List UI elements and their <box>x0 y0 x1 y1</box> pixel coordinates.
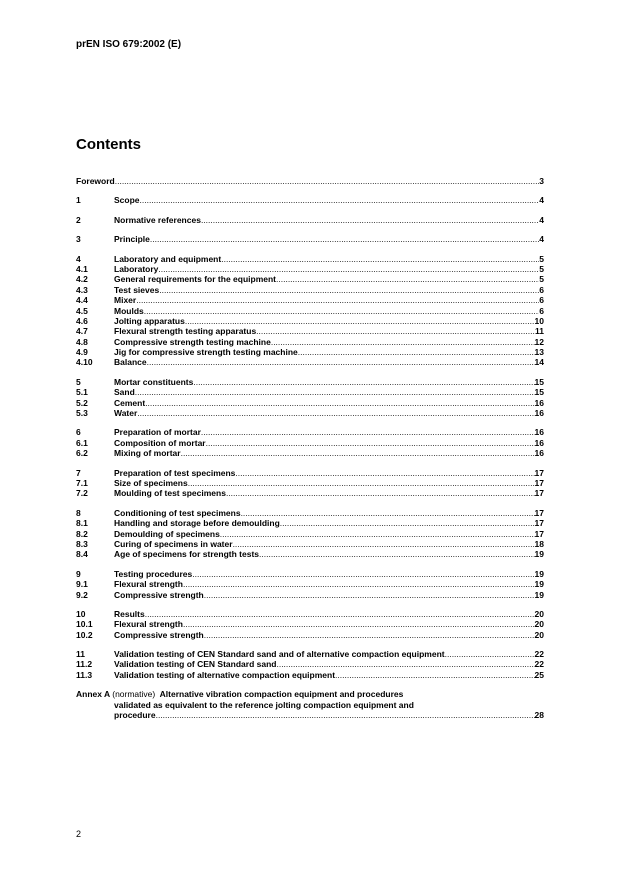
toc-entry-page: 19 <box>534 568 544 579</box>
toc-entry-page: 15 <box>534 376 544 387</box>
toc-entry-page: 6 <box>539 305 544 316</box>
toc-entry-title: Compressive strength <box>114 629 204 640</box>
toc-entry-title: Moulding of test specimens <box>114 488 226 499</box>
toc-entry-page: 14 <box>534 357 544 368</box>
toc-entry-number: 7.1 <box>76 477 88 488</box>
toc-entry-page: 17 <box>534 488 544 499</box>
dot-leader <box>220 529 535 539</box>
toc-entry-number: 9.2 <box>76 589 88 600</box>
dot-leader <box>158 264 539 274</box>
toc-entry-number: 4.4 <box>76 295 88 306</box>
toc-entry-number: 8.4 <box>76 549 88 560</box>
toc-entry-title: Mortar constituents <box>114 376 194 387</box>
toc-entry-page: 19 <box>534 579 544 590</box>
toc-entry-page: 4 <box>539 214 544 225</box>
toc-entry-title: Jig for compressive strength testing machine <box>114 347 298 358</box>
toc-entry-title: Laboratory <box>114 263 159 274</box>
toc-entry-number: 10.2 <box>76 629 93 640</box>
toc-entry-number: 9 <box>76 568 81 579</box>
toc-entry[interactable] <box>76 234 544 244</box>
page-title: Contents <box>76 136 141 153</box>
annex-title-line3: procedure <box>114 710 156 721</box>
toc-entry-page: 20 <box>534 629 544 640</box>
toc-entry-title: Conditioning of test specimens <box>114 507 241 518</box>
dot-leader <box>201 215 539 225</box>
dot-leader <box>259 549 535 559</box>
toc-entry-page: 11 <box>535 326 544 337</box>
toc-entry-page: 5 <box>539 263 544 274</box>
dot-leader <box>193 377 534 387</box>
dot-leader <box>188 478 535 488</box>
toc-entry-title: Flexural strength <box>114 579 183 590</box>
dot-leader <box>276 274 539 284</box>
toc-entry-page: 22 <box>534 659 544 670</box>
toc-entry[interactable] <box>76 619 544 629</box>
dot-leader <box>150 234 539 244</box>
toc-entry-page: 16 <box>534 427 544 438</box>
toc-entry-number: 4.9 <box>76 347 88 358</box>
toc-entry-page: 16 <box>534 437 544 448</box>
toc-entry[interactable] <box>76 377 544 387</box>
dot-leader <box>201 427 535 437</box>
toc-entry-number: 4 <box>76 253 81 264</box>
toc-entry-number: 4.5 <box>76 305 88 316</box>
toc-entry-page: 19 <box>534 549 544 560</box>
toc-entry-number: 4.3 <box>76 284 88 295</box>
toc-entry-page: 18 <box>534 538 544 549</box>
toc-entry-title: Flexural strength testing apparatus <box>114 326 257 337</box>
dot-leader <box>235 468 534 478</box>
toc-entry-title: Compressive strength testing machine <box>114 336 271 347</box>
toc-entry-number: 5 <box>76 376 81 387</box>
toc-entry[interactable] <box>76 630 544 640</box>
toc-entry[interactable] <box>76 468 544 478</box>
toc-entry-page: 4 <box>539 195 544 206</box>
toc-entry-number: 4.10 <box>76 357 93 368</box>
toc-entry-number: 6.2 <box>76 448 88 459</box>
toc-entry[interactable] <box>76 306 544 316</box>
toc-entry-title: Scope <box>114 195 140 206</box>
toc-entry[interactable] <box>76 357 544 367</box>
toc-entry-number: 11 <box>76 649 85 660</box>
toc-entry-title: Balance <box>114 357 147 368</box>
toc-entry[interactable] <box>76 448 544 458</box>
toc-entry-title: Handling and storage before demoulding <box>114 518 280 529</box>
toc-entry[interactable] <box>76 579 544 589</box>
dot-leader <box>226 488 535 498</box>
toc-entry-title: General requirements for the equipment <box>114 274 277 285</box>
dot-leader <box>221 254 539 264</box>
toc-entry-title: Preparation of test specimens <box>114 467 236 478</box>
toc-entry[interactable] <box>76 347 544 357</box>
toc-entry-number: 9.1 <box>76 579 88 590</box>
toc-entry[interactable] <box>76 295 544 305</box>
toc-entry-number: 11.3 <box>76 669 93 680</box>
toc-entry-number: 4.6 <box>76 315 88 326</box>
toc-entry-title: Age of specimens for strength tests <box>114 549 260 560</box>
toc-entry-number: 5.2 <box>76 397 88 408</box>
toc-entry-title: Mixing of mortar <box>114 448 181 459</box>
dot-leader <box>185 316 535 326</box>
toc-entry-number: 8 <box>76 507 81 518</box>
toc-entry-page: 15 <box>534 387 544 398</box>
toc-entry-title: Validation testing of alternative compaction equipment <box>114 669 336 680</box>
toc-entry-number: 5.1 <box>76 387 88 398</box>
dot-leader <box>335 670 534 680</box>
toc-entry[interactable] <box>76 569 544 579</box>
dot-leader <box>280 518 535 528</box>
toc-entry[interactable] <box>76 427 544 437</box>
toc-entry-title: Jolting apparatus <box>114 315 185 326</box>
toc-entry-number: 4.2 <box>76 274 88 285</box>
toc-entry[interactable] <box>76 539 544 549</box>
toc-entry-page: 10 <box>534 315 544 326</box>
toc-entry-number: 8.2 <box>76 528 88 539</box>
toc-entry-number: 7.2 <box>76 488 88 499</box>
toc-entry[interactable] <box>76 670 544 680</box>
toc-entry-page: 13 <box>534 347 544 358</box>
toc-entry-title: Water <box>114 408 138 419</box>
toc-entry[interactable] <box>76 195 544 205</box>
toc-entry-page: 19 <box>534 589 544 600</box>
toc-entry-title: Size of specimens <box>114 477 188 488</box>
toc-entry[interactable] <box>76 285 544 295</box>
toc-entry-number: 8.3 <box>76 538 88 549</box>
toc-entry-title: Flexural strength <box>114 619 183 630</box>
toc-entry[interactable] <box>76 438 544 448</box>
toc-entry-number: 4.1 <box>76 263 88 274</box>
toc-entry-page: 25 <box>534 669 544 680</box>
toc-entry-page: 17 <box>534 507 544 518</box>
toc-entry[interactable] <box>76 176 544 186</box>
annex-label: Annex A <box>76 689 110 700</box>
toc-entry-page: 6 <box>539 295 544 306</box>
table-of-contents <box>76 176 544 720</box>
dot-leader <box>159 285 539 295</box>
toc-entry-title: Composition of mortar <box>114 437 206 448</box>
dot-leader <box>145 398 534 408</box>
toc-entry-number: 3 <box>76 234 81 245</box>
toc-entry-title: Principle <box>114 234 150 245</box>
toc-entry-page: 20 <box>534 619 544 630</box>
toc-entry-title: Validation testing of CEN Standard sand and of alternative compaction equipment <box>114 649 445 660</box>
toc-entry-title: Laboratory and equipment <box>114 253 222 264</box>
toc-entry[interactable] <box>76 590 544 600</box>
toc-entry[interactable] <box>76 408 544 418</box>
toc-entry-page: 16 <box>534 408 544 419</box>
dot-leader <box>144 306 540 316</box>
page-number: 2 <box>76 829 82 839</box>
toc-entry-page: 16 <box>534 397 544 408</box>
toc-entry-page: 16 <box>534 448 544 459</box>
toc-entry-page: 12 <box>534 336 544 347</box>
toc-entry[interactable] <box>76 274 544 284</box>
toc-entry-number: 11.2 <box>76 659 93 670</box>
toc-entry[interactable] <box>76 264 544 274</box>
dot-leader <box>137 408 534 418</box>
document-header: prEN ISO 679:2002 (E) <box>76 39 182 50</box>
toc-entry[interactable] <box>76 337 544 347</box>
dot-leader <box>445 649 535 659</box>
dot-leader <box>183 619 535 629</box>
toc-entry-page: 17 <box>534 477 544 488</box>
toc-entry[interactable] <box>76 326 544 336</box>
toc-entry-number: 5.3 <box>76 408 88 419</box>
toc-entry-number: 4.7 <box>76 326 88 337</box>
annex-title-line1: Alternative vibration compaction equipment and procedures <box>159 689 404 700</box>
dot-leader <box>181 448 535 458</box>
toc-entry[interactable] <box>76 488 544 498</box>
toc-entry-title: Moulds <box>114 305 144 316</box>
dot-leader <box>276 659 534 669</box>
toc-entry-page: 4 <box>539 234 544 245</box>
toc-entry[interactable] <box>76 649 544 659</box>
dot-leader <box>192 569 534 579</box>
toc-entry-title: Results <box>114 608 145 619</box>
dot-leader <box>135 387 535 397</box>
toc-entry[interactable] <box>76 549 544 559</box>
dot-leader <box>145 609 535 619</box>
toc-entry-title: Mixer <box>114 295 137 306</box>
toc-entry[interactable] <box>76 529 544 539</box>
toc-entry-number: 1 <box>76 195 81 206</box>
toc-entry-page: 17 <box>534 528 544 539</box>
toc-entry-title: Demoulding of specimens <box>114 528 220 539</box>
toc-entry-title: Curing of specimens in water <box>114 538 233 549</box>
toc-entry-number: 2 <box>76 214 81 225</box>
dot-leader <box>204 590 535 600</box>
toc-entry-page: 5 <box>539 253 544 264</box>
toc-entry-title: Testing procedures <box>114 568 193 579</box>
toc-entry[interactable] <box>76 215 544 225</box>
toc-entry[interactable] <box>76 478 544 488</box>
toc-annex-entry[interactable] <box>76 689 544 720</box>
toc-entry[interactable] <box>76 518 544 528</box>
toc-entry-number: 10 <box>76 608 86 619</box>
toc-entry[interactable] <box>76 387 544 397</box>
toc-entry-title: Cement <box>114 397 146 408</box>
dot-leader <box>156 710 535 720</box>
annex-type: (normative) <box>112 689 156 700</box>
toc-entry[interactable] <box>76 254 544 264</box>
annex-page: 28 <box>534 710 544 721</box>
dot-leader <box>206 438 535 448</box>
toc-entry-number: 6 <box>76 427 81 438</box>
toc-entry-page: 17 <box>534 467 544 478</box>
dot-leader <box>115 176 540 186</box>
annex-title-line2: validated as equivalent to the reference jolting compaction equipment and <box>114 699 414 710</box>
toc-entry-page: 5 <box>539 274 544 285</box>
toc-entry-number: 8.1 <box>76 518 88 529</box>
toc-entry-page: 6 <box>539 284 544 295</box>
dot-leader <box>298 347 535 357</box>
dot-leader <box>233 539 535 549</box>
toc-entry-page: 3 <box>539 176 544 186</box>
toc-entry-number: 7 <box>76 467 81 478</box>
toc-entry-number: 6.1 <box>76 437 88 448</box>
toc-entry-title: Validation testing of CEN Standard sand <box>114 659 277 670</box>
dot-leader <box>183 579 535 589</box>
toc-entry-title: Normative references <box>114 214 201 225</box>
toc-entry[interactable] <box>76 316 544 326</box>
dot-leader <box>147 357 535 367</box>
toc-entry-title: Sand <box>114 387 135 398</box>
toc-entry-title: Preparation of mortar <box>114 427 201 438</box>
toc-entry-page: 20 <box>534 608 544 619</box>
dot-leader <box>136 295 539 305</box>
dot-leader <box>140 195 540 205</box>
toc-entry-page: 22 <box>534 649 544 660</box>
toc-entry[interactable] <box>76 659 544 669</box>
toc-entry-number: 4.8 <box>76 336 88 347</box>
toc-entry-title: Compressive strength <box>114 589 204 600</box>
dot-leader <box>204 630 535 640</box>
dot-leader <box>256 326 535 336</box>
toc-entry[interactable] <box>76 508 544 518</box>
toc-entry-title: Test sieves <box>114 284 160 295</box>
dot-leader <box>271 337 535 347</box>
toc-entry[interactable] <box>76 609 544 619</box>
toc-entry-page: 17 <box>534 518 544 529</box>
toc-entry-number: 10.1 <box>76 619 93 630</box>
dot-leader <box>241 508 535 518</box>
toc-entry[interactable] <box>76 398 544 408</box>
toc-entry-title: Foreword <box>76 176 115 186</box>
